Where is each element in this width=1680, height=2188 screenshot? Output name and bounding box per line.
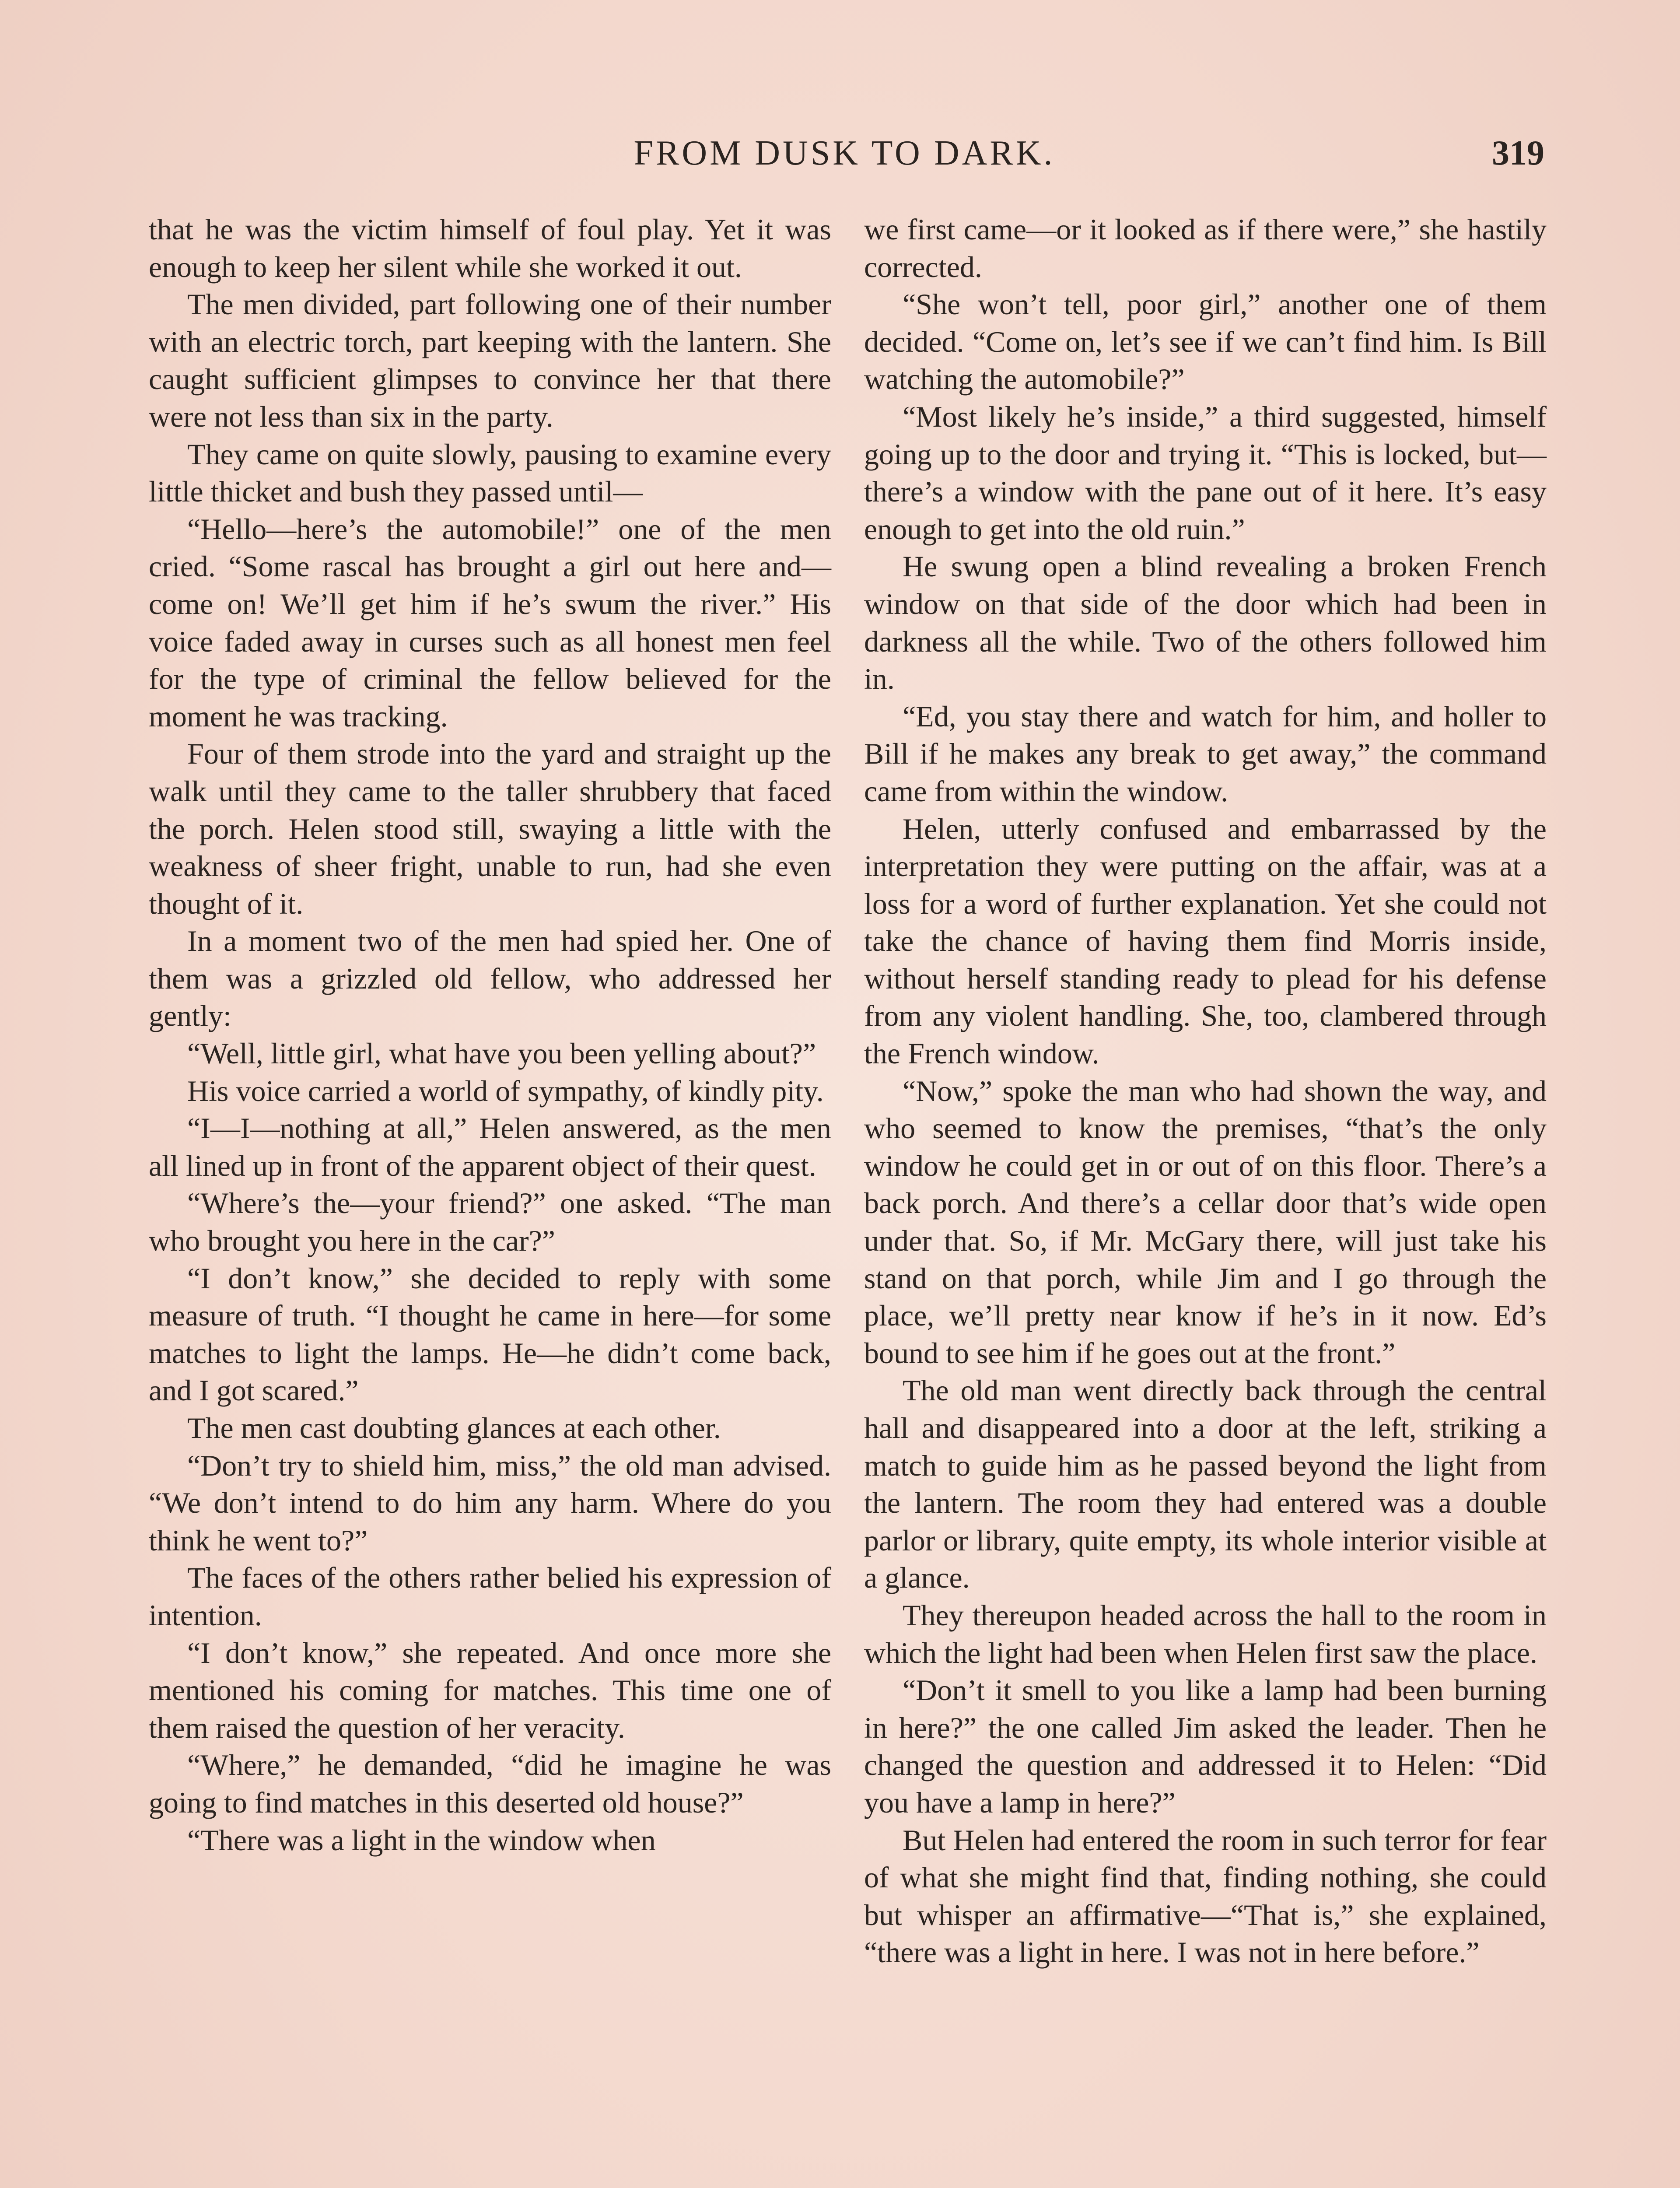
- paragraph: “She won’t tell, poor girl,” another one of them decided. “Come on, let’s see if we can’t find him. Is Bill watching the automobile?”: [864, 288, 1547, 396]
- left-column: [149, 211, 831, 1859]
- paragraph: “Don’t try to shield him, miss,” the old man advised. “We don’t intend to do him any harm. Where do you think he went to?”: [149, 1448, 831, 1557]
- paragraph: The men cast doubting glances at each other.: [187, 1411, 721, 1445]
- paragraph: The men divided, part following one of their number with an electric torch, part keeping with the lantern. She caught sufficient glimpses to convince her that there were not less than six in the party.: [149, 288, 831, 433]
- running-header: [144, 127, 1544, 179]
- paragraph: “I don’t know,” she repeated. And once more she mentioned his coming for matches. This time one of them raised the question of her veracity.: [149, 1636, 831, 1744]
- right-column: [864, 211, 1547, 1971]
- paragraph: Four of them strode into the yard and straight up the walk until they came to the taller shrubbery that faced the porch. Helen stood still, swaying a little with the weakness of sheer fright, unable to run, had she even thought of it.: [149, 737, 831, 920]
- paragraph: “Now,” spoke the man who had shown the way, and who seemed to know the premises, “that’s the only window he could get in or out of on this floor. There’s a back porch. And there’s a cellar door that’s wide open under that. So, if Mr. McGary there, will just take his stand on that porch, while Jim and I go through the place, we’ll pretty near know if he’s in it now. Ed’s bound to see him if he goes out at the front.”: [864, 1074, 1547, 1370]
- paragraph: The faces of the others rather belied his expression of intention.: [149, 1561, 831, 1632]
- paragraph: They thereupon headed across the hall to the room in which the light had been when Helen first saw the place.: [864, 1598, 1547, 1669]
- paragraph: “Ed, you stay there and watch for him, and holler to Bill if he makes any break to get away,” the command came from within the window.: [864, 699, 1547, 808]
- paragraph: In a moment two of the men had spied her. One of them was a grizzled old fellow, who addressed her gently:: [149, 924, 831, 1033]
- paragraph: He swung open a blind revealing a broken French window on that side of the door which had been in darkness all the while. Two of the others followed him in.: [864, 550, 1547, 696]
- paragraph: “Where,” he demanded, “did he imagine he was going to find matches in this deserted old house?”: [149, 1748, 831, 1819]
- paragraph: “Don’t it smell to you like a lamp had been burning in here?” the one called Jim asked the leader. Then he changed the question and addressed it to Helen: “Did you have a lamp in here?”: [864, 1673, 1547, 1819]
- paragraph: we first came—or it looked as if there were,” she hastily corrected.: [864, 213, 1547, 284]
- paragraph: They came on quite slowly, pausing to examine every little thicket and bush they passed until—: [149, 437, 831, 508]
- page-number: 319: [1492, 134, 1544, 172]
- paragraph: “Hello—here’s the automobile!” one of the men cried. “Some rascal has brought a girl out here and—come on! We’ll get him if he’s swum the river.” His voice faded away in curses such as all honest men feel for the type of criminal the fellow believed for the moment he was tracking.: [149, 512, 831, 733]
- paragraph: “There was a light in the window when: [187, 1823, 656, 1857]
- paragraph: But Helen had entered the room in such terror for fear of what she might find that, finding nothing, she could but whisper an affirmative—“That is,” she explained, “there was a light in here. I was not in here before.”: [864, 1823, 1547, 1969]
- paragraph: “Where’s the—your friend?” one asked. “The man who brought you here in the car?”: [149, 1186, 831, 1258]
- paragraph: “Well, little girl, what have you been yelling about?”: [187, 1037, 816, 1070]
- paragraph: “Most likely he’s inside,” a third suggested, himself going up to the door and trying it. “This is locked, but—there’s a window with the pane out of it here. It’s easy enough to get into the old ruin.”: [864, 400, 1547, 546]
- running-title: FROM DUSK TO DARK.: [634, 134, 1055, 172]
- paragraph: “I don’t know,” she decided to reply with some measure of truth. “I thought he came in here—for some matches to light the lamps. He—he didn’t come back, and I got scared.”: [149, 1261, 831, 1407]
- paragraph: His voice carried a world of sympathy, of kindly pity.: [187, 1074, 824, 1108]
- paragraph: “I—I—nothing at all,” Helen answered, as the men all lined up in front of the apparent object of their quest.: [149, 1112, 831, 1182]
- paragraph: Helen, utterly confused and embarrassed by the interpretation they were putting on the affair, was at a loss for a word of further explanation. Yet she could not take the chance of having them find Morris inside, without herself standing ready to plead for his defense from any violent handling. She, too, clambered through the French window.: [864, 812, 1547, 1070]
- paragraph: The old man went directly back through the central hall and disappeared into a door at the left, striking a match to guide him as he passed beyond the light from the lantern. The room they had entered was a double parlor or library, quite empty, its whole interior visible at a glance.: [864, 1374, 1547, 1595]
- paragraph: that he was the victim himself of foul play. Yet it was enough to keep her silent while she worked it out.: [149, 213, 831, 284]
